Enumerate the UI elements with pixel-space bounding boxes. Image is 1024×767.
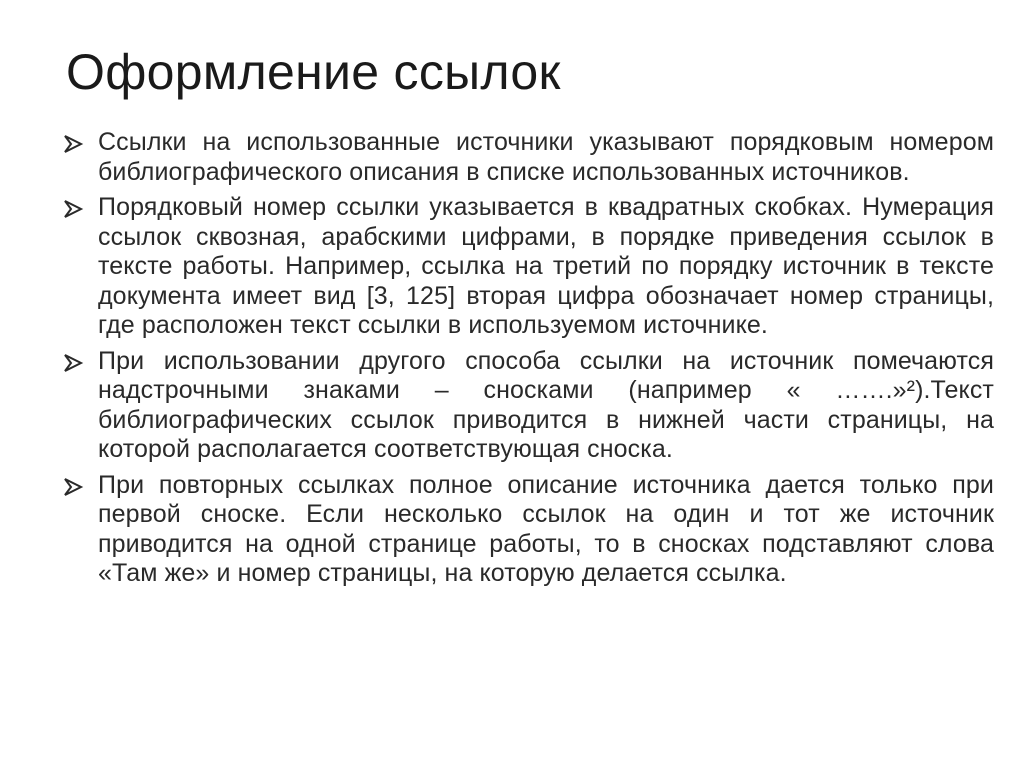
arrow-bullet-icon bbox=[62, 471, 98, 498]
arrow-bullet-icon bbox=[62, 193, 98, 220]
arrow-bullet-icon bbox=[62, 347, 98, 374]
bullet-item bbox=[62, 471, 994, 589]
slide-title: Оформление ссылок bbox=[66, 44, 561, 100]
bullet-list bbox=[62, 128, 994, 595]
arrow-bullet-icon bbox=[62, 128, 98, 155]
bullet-text: При повторных ссылках полное описание источника дается только при первой сноске. Если несколько ссылок на один и тот же источник приводится на одной странице работы, то в сносках подставляют слова «Там же» и номер страницы, на которую делается ссылка. bbox=[98, 470, 994, 587]
bullet-text: Ссылки на использованные источники указывают порядковым номером библиографического описания в списке использованных источников. bbox=[98, 128, 994, 186]
bullet-text: Порядковый номер ссылки указывается в квадратных скобках. Нумерация ссылок сквозная, арабскими цифрами, в порядке приведения ссылок в тексте работы. Например, ссылка на третий по порядку источник в тексте документа имеет вид [3, 125] вторая цифра обозначает номер страницы, где расположен текст ссылки в используемом источнике. bbox=[98, 193, 994, 339]
bullet-item bbox=[62, 193, 994, 341]
bullet-item bbox=[62, 128, 994, 187]
bullet-item bbox=[62, 347, 994, 465]
bullet-text: При использовании другого способа ссылки на источник помечаются надстрочными знаками – сносками (например « …….»²).Текст библиографических ссылок приводится в нижней части страницы, на которой располагается соответствующая сноска. bbox=[98, 346, 994, 463]
